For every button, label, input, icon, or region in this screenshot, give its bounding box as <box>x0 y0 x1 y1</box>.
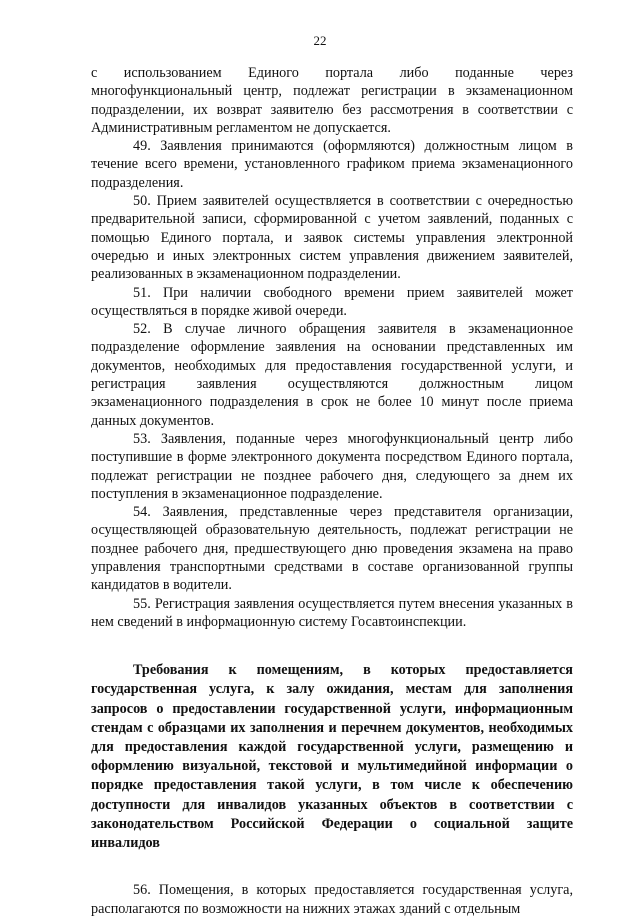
document-body <box>91 64 573 918</box>
paragraph-55: 55. Регистрация заявления осуществляется путем внесения указанных в нем сведений в информационную систему Госавтоинспекции. <box>91 595 573 630</box>
paragraph-53: 53. Заявления, поданные через многофункциональный центр либо поступившие в форме электронного документа посредством Единого портала, подлежат регистрации не позднее рабочего дня, следующего за днем их поступления в экзаменационное подразделение. <box>91 430 573 502</box>
paragraph-56: 56. Помещения, в которых предоставляется государственная услуга, располагаются по возможности на нижних этажах зданий с отдельным <box>91 882 573 917</box>
section-heading: Требования к помещениям, в которых предоставляется государственная услуга, к залу ожидания, местам для заполнения запросов о предоставлении государственной услуги, информационным стендам с образцами их заполнения и перечнем документов, необходимых для предоставления каждой государственной услуги, размещению и оформлению визуальной, текстовой и мультимедийной информации о порядке предоставления такой услуги, в том числе к обеспечению доступности для инвалидов указанных объектов в соответствии с законодательством Российской Федерации о социальной защите инвалидов <box>91 662 573 852</box>
page-number: 22 <box>313 33 327 48</box>
paragraph-51: 51. При наличии свободного времени прием заявителей может осуществляться в порядке живой очереди. <box>91 284 573 319</box>
paragraph-50: 50. Прием заявителей осуществляется в соответствии с очередностью предварительной записи, сформированной с учетом заявлений, поданных с помощью Единого портала, и заявок системы управления электронной очередью и иных электронных систем управления движением заявителей, реализованных в экзаменационном подразделении. <box>91 193 573 283</box>
paragraph-49: 49. Заявления принимаются (оформляются) должностным лицом в течение всего времени, установленного графиком приема экзаменационного подразделения. <box>91 138 573 191</box>
paragraph-continuation: с использованием Единого портала либо поданные через многофункциональный центр, подлежат регистрации в экзаменационном подразделении, их возврат заявителю без рассмотрения в соответствии с Административным регламентом не допускается. <box>91 65 573 136</box>
paragraph-54: 54. Заявления, представленные через представителя организации, осуществляющей образовательную деятельность, подлежат регистрации не позднее рабочего дня, предшествующего дню проведения экзамена на право управления транспортными средствами в составе организованной группы кандидатов в водители. <box>91 504 573 594</box>
paragraph-52: 52. В случае личного обращения заявителя в экзаменационное подразделение оформление заявления на основании представленных им документов, необходимых для предоставления государственной услуги, и регистрация заявления осуществляются должностным лицом экзаменационного подразделения в срок не более 10 минут после приема данных документов. <box>91 321 573 429</box>
